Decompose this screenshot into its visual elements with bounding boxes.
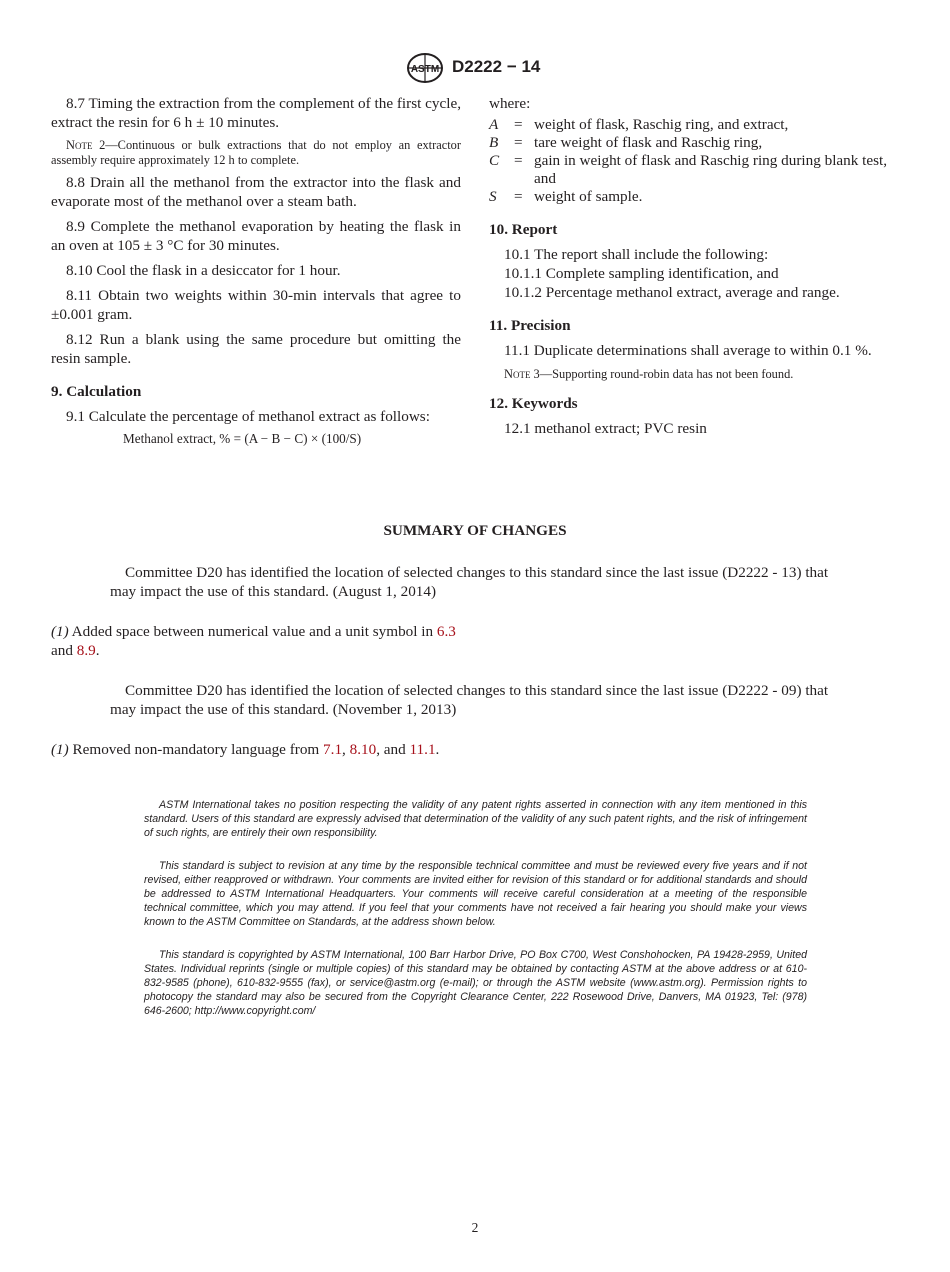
heading-calculation: 9. Calculation (51, 383, 142, 400)
section-10-1-1: 10.1.1 Complete sampling identification, and (504, 265, 779, 282)
note-3: Note 3—Supporting round-robin data has not been found. (504, 367, 794, 381)
section-10-1-2: 10.1.2 Percentage methanol extract, average and range. (504, 284, 840, 301)
summary-intro-2: Committee D20 has identified the location of selected changes to this standard since the last issue (D2222 - 09) that may impact the use of this standard. (November 1, 2013) (110, 682, 829, 718)
link-11-1[interactable]: 11.1 (409, 741, 436, 758)
section-8-8: 8.8 Drain all the methanol from the extractor into the flask and evaporate most of the methanol over a steam bath. (51, 174, 461, 210)
legal-copyright-notice: This standard is copyrighted by ASTM International, 100 Barr Harbor Drive, PO Box C700, West Conshohocken, PA 19428-2959, United States. Individual reprints (single or multiple copies) of this standard may be obtained by contacting ASTM at the above address or at 610-832-9585 (phone), 610-832-9555 (fax), or service@astm.org (e-mail); or through the ASTM website (www.astm.org). Permission rights to photocopy the standard may also be secured from the Copyright Clearance Center, 222 Rosewood Drive, Danvers, MA 01923, Tel: (978) 646-2600; http://www.copyright.com/ (144, 949, 807, 1017)
link-7-1[interactable]: 7.1 (323, 741, 343, 758)
note-2: Note 2—Continuous or bulk extractions that do not employ an extractor assembly require approximately 12 h to complete. (51, 138, 461, 167)
section-8-10: 8.10 Cool the flask in a desiccator for 1 hour. (66, 262, 341, 279)
where-label: where: (489, 95, 531, 112)
summary-intro-1: Committee D20 has identified the location of selected changes to this standard since the last issue (D2222 - 13) that may impact the use of this standard. (August 1, 2014) (110, 564, 829, 600)
summary-item-1: (1) Added space between numerical value and a unit symbol in 6.3 and 8.9. (51, 623, 456, 659)
summary-item-2: (1) Removed non-mandatory language from 7.1, 8.10, and 11.1. (51, 741, 440, 758)
section-8-11: 8.11 Obtain two weights within 30-min intervals that agree to ±0.001 gram. (51, 287, 461, 323)
section-8-7: 8.7 Timing the extraction from the complement of the first cycle, extract the resin for 6 h ± 10 minutes. (51, 95, 461, 131)
page-header (405, 52, 555, 84)
summary-title: SUMMARY OF CHANGES (383, 522, 567, 539)
heading-keywords: 12. Keywords (489, 394, 578, 412)
heading-report: 10. Report (489, 221, 558, 238)
section-11-1: 11.1 Duplicate determinations shall average to within 0.1 %. (504, 342, 872, 359)
section-10-1: 10.1 The report shall include the following: (504, 246, 769, 263)
link-6-3[interactable]: 6.3 (436, 623, 456, 640)
page-number: 2 (471, 1220, 479, 1235)
section-12-1: 12.1 methanol extract; PVC resin (504, 419, 707, 437)
link-8-10[interactable]: 8.10 (349, 741, 377, 758)
definition-list: A = weight of flask, Raschig ring, and extract, B = tare weight of flask and Raschig ring, C = gain in weight of flask and Raschig ring during blank test, and S = weight of sample. (489, 116, 888, 205)
heading-precision: 11. Precision (489, 317, 571, 334)
section-9-1: 9.1 Calculate the percentage of methanol extract as follows: (66, 408, 430, 425)
legal-revision-notice: This standard is subject to revision at any time by the responsible technical committee and must be reviewed every five years and if not revised, either reapproved or withdrawn. Your comments are invited either for revision of this standard or for additional standards and should be addressed to ASTM International Headquarters. Your comments will receive careful consideration at a meeting of the responsible technical committee, which you may attend. If you feel that your comments have not received a fair hearing you should make your views known to the ASTM Committee on Standards, at the address shown below. (144, 860, 807, 928)
formula: Methanol extract, % = (A − B − C) × (100/S) (123, 431, 362, 446)
left-column (51, 94, 461, 448)
legal-patent-notice: ASTM International takes no position respecting the validity of any patent rights asserted in connection with any item mentioned in this standard. Users of this standard are expressly advised that determination of the validity of any such patent rights, and the risk of infringement of such rights, are entirely their own responsibility. (144, 799, 807, 839)
link-8-9[interactable]: 8.9 (76, 642, 96, 659)
section-8-9: 8.9 Complete the methanol evaporation by heating the flask in an oven at 105 ± 3 °C for 30 minutes. (51, 218, 461, 254)
section-8-12: 8.12 Run a blank using the same procedure but omitting the resin sample. (51, 331, 461, 367)
designation: D2222 − 14 (452, 57, 541, 76)
svg-text:ASTM: ASTM (410, 64, 440, 75)
astm-logo-icon (405, 52, 445, 84)
legal-notices (144, 798, 807, 1018)
right-column (489, 94, 899, 438)
